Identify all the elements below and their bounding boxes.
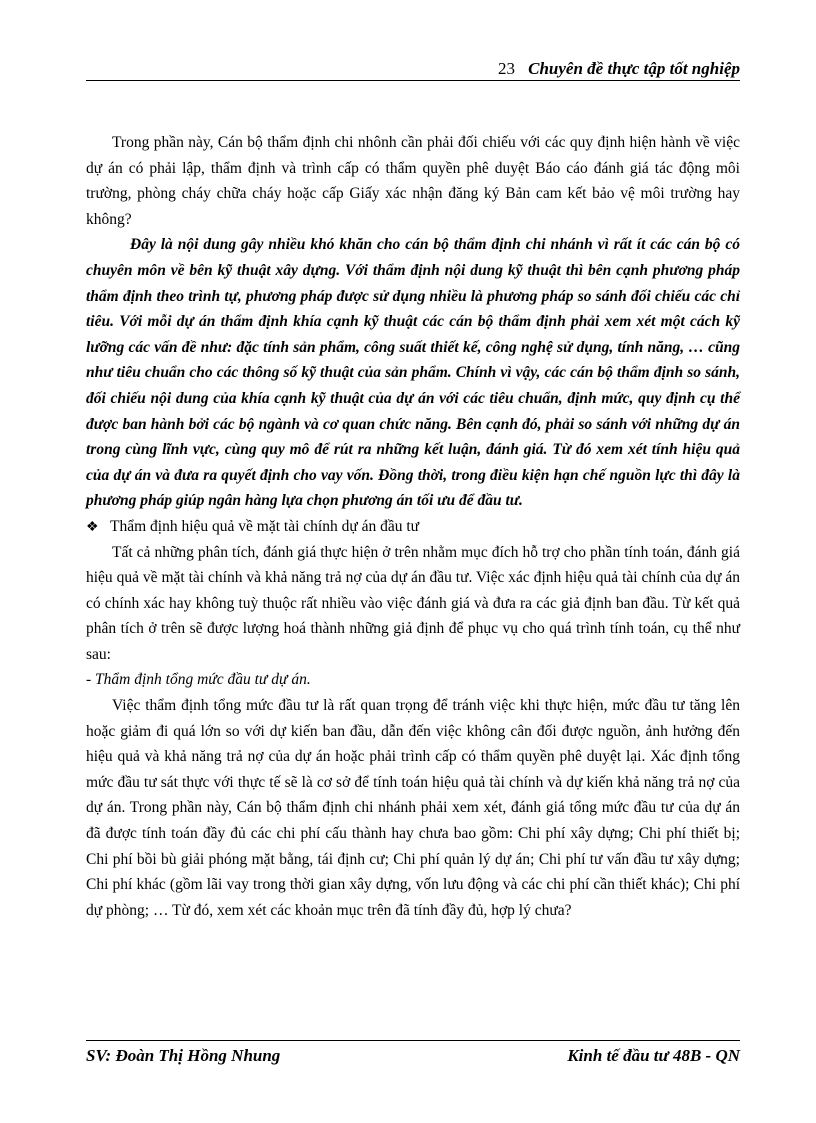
paragraph-2: Đây là nội dung gây nhiều khó khăn cho cán bộ thẩm định chi nhánh vì rất ít các cán bộ có chuyên môn về bên kỹ thuật xây dựng. Với thẩm định nội dung kỹ thuật thì bên cạnh phương pháp thẩm định theo trình tự, phương pháp được sử dụng nhiều là phương pháp so sánh đối chiếu các chỉ tiêu. Với mỗi dự án thẩm định khía cạnh kỹ thuật các cán bộ thẩm định phải xem xét một cách kỹ lưỡng các vấn đề như: đặc tính sản phẩm, công suất thiết kế, công nghệ sử dụng, tính năng, … cũng như tiêu chuẩn cho các thông số kỹ thuật của sản phẩm. Chính vì vậy, các cán bộ thẩm định so sánh, đối chiếu nội dung của khía cạnh kỹ thuật của dự án với các tiêu chuẩn, định mức, quy định cụ thể được ban hành bởi các bộ ngành và cơ quan chức năng. Bên cạnh đó, phải so sánh với những dự án trong cùng lĩnh vực, cùng quy mô để rút ra những kết luận, đánh giá. Từ đó xem xét tính hiệu quả của dự án và đưa ra quyết định cho vay vốn. Đồng thời, trong điều kiện hạn chế nguồn lực thì đây là phương pháp giúp ngân hàng lựa chọn phương án tối ưu để đầu tư.	[86, 236, 740, 510]
page-content	[86, 130, 740, 923]
paragraph-1: Trong phần này, Cán bộ thẩm định chi nhônh cần phải đối chiếu với các quy định hiện hành về việc dự án có phải lập, thẩm định và trình cấp có thẩm quyền phê duyệt Báo cáo đánh giá tác động môi trường, phòng cháy chữa cháy hoặc cấp Giấy xác nhận đăng ký Bản cam kết bảo vệ môi trường hay không?	[86, 134, 740, 228]
student-name: SV: Đoàn Thị Hồng Nhung	[86, 1046, 281, 1065]
bullet-heading-text: Thẩm định hiệu quả về mặt tài chính dự án đầu tư	[110, 517, 420, 535]
page-footer	[86, 1040, 740, 1071]
page-number: 23	[498, 59, 515, 78]
bullet-heading	[86, 514, 740, 540]
document-title: Chuyên đề thực tập tốt nghiệp	[528, 59, 740, 78]
paragraph-4: Việc thẩm định tổng mức đầu tư là rất quan trọng để tránh việc khi thực hiện, mức đầu tư tăng lên hoặc giảm đi quá lớn so với dự kiến ban đầu, dẫn đến việc không cân đối được nguồn, ảnh hưởng đến hiệu quả và khả năng trả nợ của dự án hoặc phải trình cấp có thẩm quyền phê duyệt lại. Xác định tổng mức đầu tư sát thực với thực tế sẽ là cơ sở để tính toán hiệu quả tài chính và dự kiến khả năng trả nợ của dự án. Trong phần này, Cán bộ thẩm định chi nhánh phải xem xét, đánh giá tổng mức đầu tư của dự án đã được tính toán đầy đủ các chi phí cấu thành hay chưa bao gồm: Chi phí xây dựng; Chi phí thiết bị; Chi phí bồi bù giải phóng mặt bằng, tái định cư; Chi phí quản lý dự án; Chi phí tư vấn đầu tư xây dựng; Chi phí khác (gồm lãi vay trong thời gian xây dựng, vốn lưu động và các chi phí cần thiết khác); Chi phí dự phòng; … Từ đó, xem xét các khoản mục trên đã tính đầy đủ, hợp lý chưa?	[86, 697, 740, 919]
page-header	[86, 56, 740, 81]
class-name: Kinh tế đầu tư 48B - QN	[567, 1046, 740, 1065]
paragraph-3: Tất cả những phân tích, đánh giá thực hiện ở trên nhằm mục đích hỗ trợ cho phần tính toán, đánh giá hiệu quả về mặt tài chính và khả năng trả nợ của dự án đầu tư. Việc xác định hiệu quả tài chính của dự án có chính xác hay không tuỳ thuộc rất nhiều vào việc đánh giá và đưa ra các giả định ban đầu. Từ kết quả phân tích ở trên sẽ được lượng hoá thành những giả định để phục vụ cho quá trình tính toán, cụ thể như sau:	[86, 543, 740, 663]
subheading: - Thẩm định tổng mức đầu tư dự án.	[86, 671, 311, 689]
diamond-bullet-icon: ❖	[86, 519, 99, 535]
